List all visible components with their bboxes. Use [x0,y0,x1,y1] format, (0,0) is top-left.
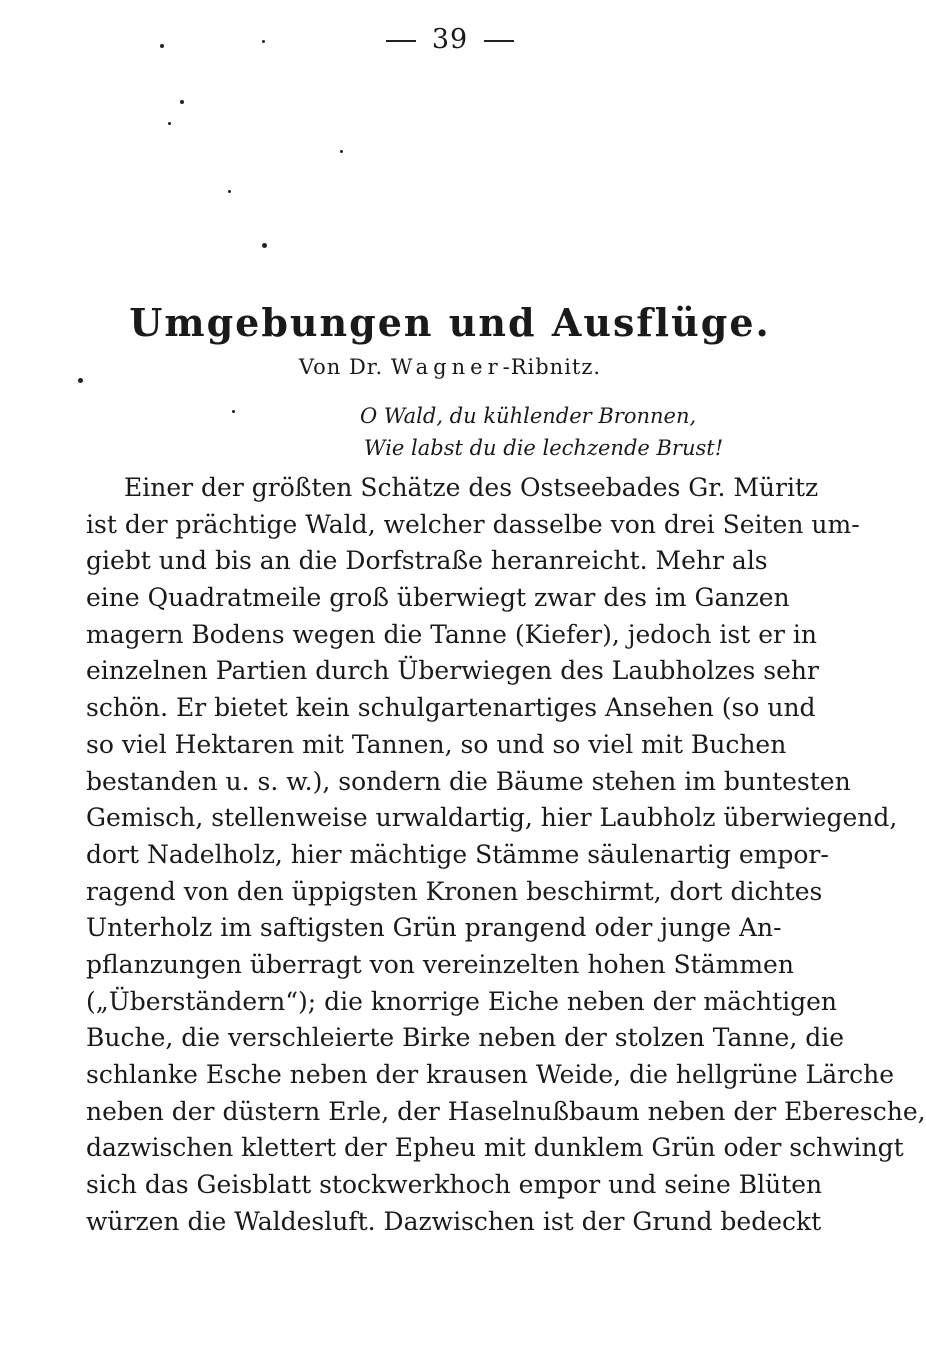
text-line: pflanzungen überragt von vereinzelten hohen Stämmen [86,949,794,979]
text-line: bestanden u. s. w.), sondern die Bäume stehen im buntesten [86,766,851,796]
text-line: Unterholz im saftigsten Grün prangend oder junge An- [86,913,782,943]
text-line: sich das Geisblatt stockwerkhoch empor und seine Blüten [86,1170,823,1200]
page-header [0,24,900,55]
text-line: eine Quadratmeile groß überwiegt zwar des im Ganzen [86,583,790,613]
author-name: Wagner [390,355,503,379]
text-line: schlanke Esche neben der krausen Weide, die hellgrüne Lärche [86,1060,894,1089]
print-speck [168,122,171,125]
text-line: magern Bodens wegen die Tanne (Kiefer), jedoch ist er in [86,619,817,649]
author-line [0,355,900,379]
text-line: einzelnen Partien durch Überwiegen des Laubholzes sehr [86,656,819,686]
text-line: Einer der größten Schätze des Ostseebades Gr. Müritz [124,473,819,502]
body-text [86,470,926,1240]
print-speck [160,44,164,48]
text-line: Buche, die verschleierte Birke neben der stolzen Tanne, die [86,1023,845,1053]
print-speck [262,40,265,43]
print-speck [262,243,267,248]
text-line: dazwischen klettert der Epheu mit dunklem Grün oder schwingt [86,1133,904,1163]
epigraph [360,400,760,464]
text-line: so viel Hektaren mit Tannen, so und so viel mit Buchen [86,729,787,759]
print-speck [180,100,184,104]
text-line: („Überständern“); die knorrige Eiche neben der mächtigen [86,986,838,1016]
print-speck [340,150,343,153]
page-number: 39 [431,24,469,55]
text-line: Gemisch, stellenweise urwaldartig, hier Laubholz überwiegend, [86,803,898,833]
header-dash-left [386,40,416,42]
text-line: dort Nadelholz, hier mächtige Stämme säulenartig empor- [86,839,829,869]
text-line: schön. Er bietet kein schulgartenartiges Ansehen (so und [86,693,816,723]
epigraph-line: Wie labst du die lechzende Brust! [364,436,724,460]
print-speck [228,190,231,193]
author-suffix: -Ribnitz. [502,355,602,379]
epigraph-line: O Wald, du kühlender Bronnen, [360,404,697,428]
author-prefix: Von Dr. [298,355,384,379]
print-speck [232,410,235,413]
text-line: ist der prächtige Wald, welcher dasselbe von drei Seiten um- [86,509,860,539]
text-line: giebt und bis an die Dorfstraße heranreicht. Mehr als [86,546,768,576]
header-dash-right [484,40,514,42]
text-line: würzen die Waldesluft. Dazwischen ist der Grund bedeckt [86,1206,822,1236]
text-line: ragend von den üppigsten Kronen beschirmt, dort dichtes [86,876,823,906]
text-line: neben der düstern Erle, der Haselnußbaum neben der Eberesche, [86,1096,926,1126]
chapter-title: Umgebungen und Ausflüge. [129,300,771,345]
